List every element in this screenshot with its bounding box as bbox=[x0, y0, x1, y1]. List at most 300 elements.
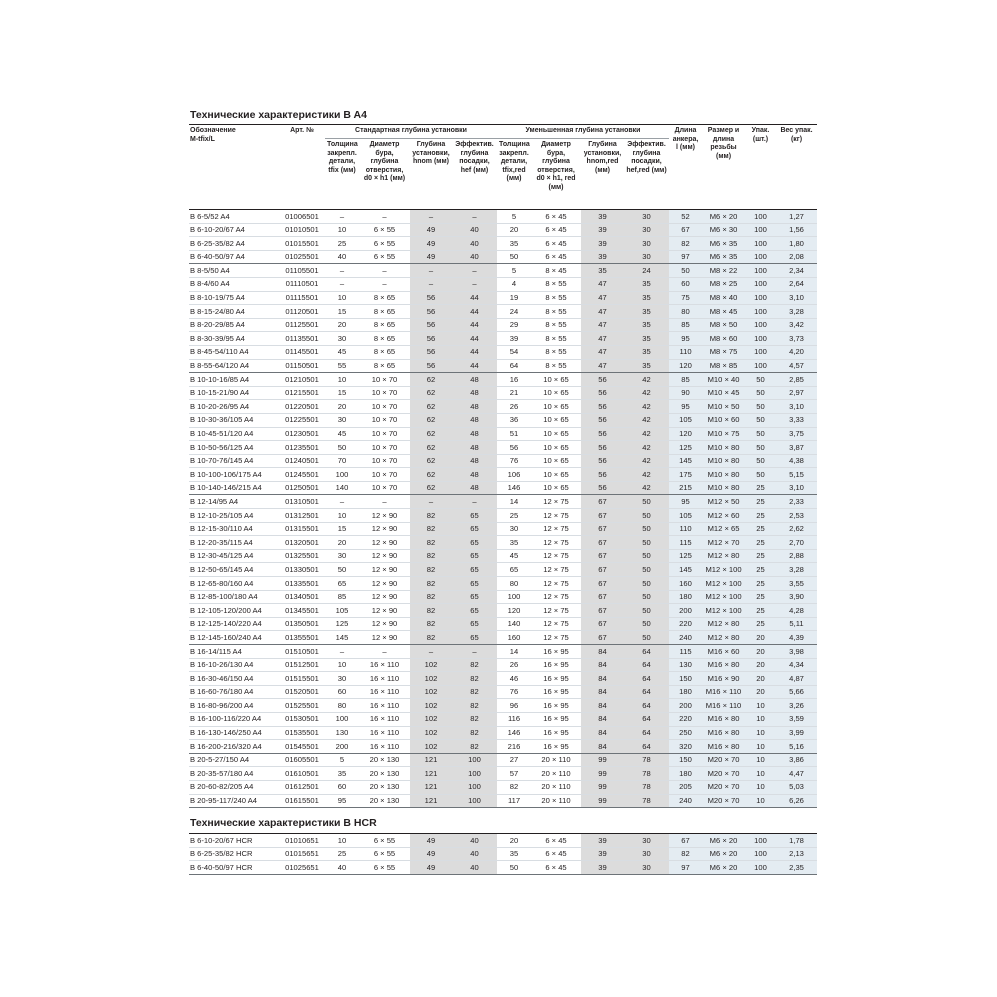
cell-designation: B 6-40-50/97 A4 bbox=[189, 250, 279, 264]
cell-anchor-length: 105 bbox=[669, 413, 702, 427]
cell-std-hnom: 49 bbox=[410, 223, 452, 237]
cell-std-hef: 65 bbox=[452, 604, 497, 618]
cell-anchor-length: 175 bbox=[669, 468, 702, 482]
cell-red-hef: 50 bbox=[624, 509, 669, 523]
cell-article: 01310501 bbox=[279, 495, 325, 509]
cell-red-hnom: 47 bbox=[581, 291, 624, 305]
cell-red-hef: 64 bbox=[624, 658, 669, 672]
table-row bbox=[189, 481, 817, 495]
cell-std-drill: 16 × 110 bbox=[359, 685, 410, 699]
cell-red-drill: 10 × 65 bbox=[531, 441, 581, 455]
cell-std-hnom: – bbox=[410, 210, 452, 224]
table-row bbox=[189, 237, 817, 251]
cell-std-hef: 44 bbox=[452, 345, 497, 359]
cell-red-hef: 78 bbox=[624, 753, 669, 767]
cell-std-hef: 48 bbox=[452, 413, 497, 427]
cell-anchor-length: 320 bbox=[669, 740, 702, 754]
cell-designation: B 10-100-106/175 A4 bbox=[189, 468, 279, 482]
cell-pack: 25 bbox=[745, 604, 776, 618]
cell-red-tfix: 30 bbox=[497, 522, 531, 536]
cell-std-tfix: 80 bbox=[325, 699, 359, 713]
cell-thread: M16 × 80 bbox=[702, 712, 745, 726]
cell-weight: 4,87 bbox=[776, 672, 817, 686]
cell-article: 01015501 bbox=[279, 237, 325, 251]
cell-red-drill: 6 × 45 bbox=[531, 834, 581, 848]
cell-red-hnom: 84 bbox=[581, 658, 624, 672]
cell-designation: B 12-15-30/110 A4 bbox=[189, 522, 279, 536]
cell-thread: M12 × 100 bbox=[702, 604, 745, 618]
cell-thread: M8 × 45 bbox=[702, 305, 745, 319]
cell-article: 01612501 bbox=[279, 780, 325, 794]
cell-std-tfix: 50 bbox=[325, 441, 359, 455]
cell-anchor-length: 115 bbox=[669, 536, 702, 550]
cell-red-hef: 42 bbox=[624, 427, 669, 441]
cell-anchor-length: 95 bbox=[669, 400, 702, 414]
cell-red-tfix: 140 bbox=[497, 617, 531, 631]
cell-red-drill: 6 × 45 bbox=[531, 210, 581, 224]
cell-red-hnom: 67 bbox=[581, 577, 624, 591]
cell-designation: B 12-65-80/160 A4 bbox=[189, 577, 279, 591]
cell-red-hef: 64 bbox=[624, 726, 669, 740]
cell-std-hnom: 49 bbox=[410, 250, 452, 264]
cell-std-hef: 48 bbox=[452, 441, 497, 455]
cell-std-hef: 48 bbox=[452, 454, 497, 468]
cell-std-drill: 12 × 90 bbox=[359, 509, 410, 523]
table-row bbox=[189, 658, 817, 672]
cell-pack: 50 bbox=[745, 386, 776, 400]
cell-red-hef: 35 bbox=[624, 291, 669, 305]
cell-red-tfix: 146 bbox=[497, 726, 531, 740]
cell-article: 01145501 bbox=[279, 345, 325, 359]
cell-designation: B 12-85-100/180 A4 bbox=[189, 590, 279, 604]
table-row bbox=[189, 780, 817, 794]
cell-thread: M10 × 50 bbox=[702, 400, 745, 414]
cell-pack: 25 bbox=[745, 563, 776, 577]
cell-thread: M16 × 110 bbox=[702, 685, 745, 699]
cell-thread: M6 × 20 bbox=[702, 861, 745, 875]
cell-red-hef: 64 bbox=[624, 712, 669, 726]
cell-pack: 100 bbox=[745, 237, 776, 251]
cell-red-hef: 35 bbox=[624, 277, 669, 291]
cell-pack: 20 bbox=[745, 645, 776, 659]
table2-title: Технические характеристики B HCR bbox=[190, 817, 377, 829]
cell-designation: B 20-60-82/205 A4 bbox=[189, 780, 279, 794]
cell-article: 01105501 bbox=[279, 264, 325, 278]
cell-red-drill: 10 × 65 bbox=[531, 373, 581, 387]
cell-red-hef: 50 bbox=[624, 617, 669, 631]
cell-thread: M10 × 80 bbox=[702, 454, 745, 468]
cell-std-hef: 100 bbox=[452, 753, 497, 767]
cell-designation: B 16-130-146/250 A4 bbox=[189, 726, 279, 740]
cell-red-drill: 10 × 65 bbox=[531, 427, 581, 441]
table-row bbox=[189, 522, 817, 536]
table-row bbox=[189, 345, 817, 359]
cell-std-hnom: – bbox=[410, 645, 452, 659]
cell-pack: 50 bbox=[745, 413, 776, 427]
cell-red-hnom: 39 bbox=[581, 847, 624, 861]
cell-std-hnom: 56 bbox=[410, 332, 452, 346]
cell-red-hnom: 56 bbox=[581, 427, 624, 441]
cell-std-hef: 100 bbox=[452, 767, 497, 781]
cell-std-drill: 10 × 70 bbox=[359, 468, 410, 482]
table-row bbox=[189, 413, 817, 427]
cell-std-hnom: 62 bbox=[410, 427, 452, 441]
cell-std-hef: 48 bbox=[452, 427, 497, 441]
cell-weight: 2,85 bbox=[776, 373, 817, 387]
cell-thread: M20 × 70 bbox=[702, 767, 745, 781]
header-red-drill: Диаметр бура, глубина отверстия, d0 × h1, red (мм) bbox=[536, 141, 576, 191]
cell-red-drill: 8 × 45 bbox=[531, 264, 581, 278]
cell-std-hef: 48 bbox=[452, 373, 497, 387]
cell-pack: 100 bbox=[745, 264, 776, 278]
cell-std-tfix: 145 bbox=[325, 631, 359, 645]
cell-weight: 1,27 bbox=[776, 210, 817, 224]
cell-std-hnom: 121 bbox=[410, 794, 452, 808]
cell-red-drill: 16 × 95 bbox=[531, 672, 581, 686]
cell-thread: M12 × 50 bbox=[702, 495, 745, 509]
cell-article: 01150501 bbox=[279, 359, 325, 373]
cell-red-hef: 42 bbox=[624, 481, 669, 495]
cell-red-tfix: 26 bbox=[497, 658, 531, 672]
cell-red-hnom: 56 bbox=[581, 413, 624, 427]
cell-red-drill: 8 × 55 bbox=[531, 277, 581, 291]
cell-article: 01120501 bbox=[279, 305, 325, 319]
cell-pack: 10 bbox=[745, 712, 776, 726]
header-std-tfix: Толщина закрепл. детали, tfix (мм) bbox=[327, 141, 358, 174]
cell-red-hnom: 84 bbox=[581, 712, 624, 726]
cell-red-hef: 42 bbox=[624, 413, 669, 427]
cell-thread: M12 × 80 bbox=[702, 631, 745, 645]
cell-thread: M16 × 80 bbox=[702, 740, 745, 754]
cell-weight: 4,39 bbox=[776, 631, 817, 645]
cell-weight: 2,62 bbox=[776, 522, 817, 536]
cell-thread: M16 × 60 bbox=[702, 645, 745, 659]
cell-red-tfix: 24 bbox=[497, 305, 531, 319]
cell-std-tfix: 30 bbox=[325, 332, 359, 346]
cell-red-hnom: 67 bbox=[581, 549, 624, 563]
cell-thread: M8 × 50 bbox=[702, 318, 745, 332]
header-weight: Вес упак. (кг) bbox=[776, 125, 817, 210]
cell-red-drill: 16 × 95 bbox=[531, 712, 581, 726]
cell-red-drill: 12 × 75 bbox=[531, 604, 581, 618]
cell-pack: 50 bbox=[745, 400, 776, 414]
cell-std-hnom: 62 bbox=[410, 386, 452, 400]
cell-red-tfix: 39 bbox=[497, 332, 531, 346]
cell-red-hnom: 84 bbox=[581, 699, 624, 713]
cell-red-hnom: 84 bbox=[581, 740, 624, 754]
cell-red-tfix: 116 bbox=[497, 712, 531, 726]
cell-pack: 25 bbox=[745, 522, 776, 536]
cell-article: 01355501 bbox=[279, 631, 325, 645]
cell-red-hnom: 56 bbox=[581, 400, 624, 414]
cell-red-hef: 30 bbox=[624, 210, 669, 224]
cell-std-hnom: 102 bbox=[410, 712, 452, 726]
cell-designation: B 6-5/52 A4 bbox=[189, 210, 279, 224]
cell-red-tfix: 100 bbox=[497, 590, 531, 604]
cell-anchor-length: 50 bbox=[669, 264, 702, 278]
cell-std-drill: 20 × 130 bbox=[359, 780, 410, 794]
cell-article: 01530501 bbox=[279, 712, 325, 726]
header-red-tfix: Толщина закрепл. детали, tfix,red (мм) bbox=[499, 141, 530, 183]
table-row bbox=[189, 753, 817, 767]
table-row bbox=[189, 699, 817, 713]
cell-std-drill: 8 × 65 bbox=[359, 345, 410, 359]
cell-article: 01315501 bbox=[279, 522, 325, 536]
cell-red-hnom: 39 bbox=[581, 210, 624, 224]
cell-red-hef: 35 bbox=[624, 345, 669, 359]
cell-std-tfix: 20 bbox=[325, 318, 359, 332]
cell-thread: M16 × 80 bbox=[702, 726, 745, 740]
table-row bbox=[189, 305, 817, 319]
cell-red-tfix: 14 bbox=[497, 645, 531, 659]
cell-std-hnom: 56 bbox=[410, 359, 452, 373]
table-row bbox=[189, 509, 817, 523]
cell-red-tfix: 106 bbox=[497, 468, 531, 482]
cell-anchor-length: 95 bbox=[669, 332, 702, 346]
header-row-1 bbox=[189, 125, 817, 139]
cell-designation: B 10-10-16/85 A4 bbox=[189, 373, 279, 387]
cell-red-drill: 10 × 65 bbox=[531, 400, 581, 414]
cell-red-hnom: 67 bbox=[581, 590, 624, 604]
cell-std-hef: 100 bbox=[452, 780, 497, 794]
cell-std-hef: 65 bbox=[452, 631, 497, 645]
cell-anchor-length: 130 bbox=[669, 658, 702, 672]
cell-std-hef: 44 bbox=[452, 332, 497, 346]
cell-article: 01615501 bbox=[279, 794, 325, 808]
cell-std-hef: 48 bbox=[452, 468, 497, 482]
cell-designation: B 8-10-19/75 A4 bbox=[189, 291, 279, 305]
cell-std-tfix: – bbox=[325, 264, 359, 278]
cell-red-tfix: 5 bbox=[497, 264, 531, 278]
cell-pack: 25 bbox=[745, 617, 776, 631]
cell-thread: M10 × 80 bbox=[702, 468, 745, 482]
cell-weight: 3,26 bbox=[776, 699, 817, 713]
cell-weight: 3,98 bbox=[776, 645, 817, 659]
cell-red-drill: 12 × 75 bbox=[531, 590, 581, 604]
cell-pack: 10 bbox=[745, 780, 776, 794]
cell-red-hnom: 67 bbox=[581, 509, 624, 523]
cell-thread: M8 × 25 bbox=[702, 277, 745, 291]
cell-anchor-length: 240 bbox=[669, 631, 702, 645]
table-row bbox=[189, 767, 817, 781]
cell-pack: 10 bbox=[745, 699, 776, 713]
cell-designation: B 12-105-120/200 A4 bbox=[189, 604, 279, 618]
cell-std-tfix: 50 bbox=[325, 563, 359, 577]
cell-red-hnom: 67 bbox=[581, 536, 624, 550]
cell-anchor-length: 110 bbox=[669, 522, 702, 536]
cell-pack: 10 bbox=[745, 740, 776, 754]
cell-weight: 2,13 bbox=[776, 847, 817, 861]
cell-designation: B 16-80-96/200 A4 bbox=[189, 699, 279, 713]
cell-std-hnom: – bbox=[410, 495, 452, 509]
cell-red-tfix: 14 bbox=[497, 495, 531, 509]
cell-pack: 100 bbox=[745, 359, 776, 373]
cell-red-hef: 42 bbox=[624, 441, 669, 455]
cell-std-hef: 40 bbox=[452, 847, 497, 861]
cell-red-hnom: 56 bbox=[581, 386, 624, 400]
cell-red-hnom: 67 bbox=[581, 495, 624, 509]
table-row bbox=[189, 427, 817, 441]
header-thread: Размер и длина резьбы (мм) bbox=[702, 125, 745, 210]
cell-red-hef: 50 bbox=[624, 563, 669, 577]
cell-pack: 20 bbox=[745, 631, 776, 645]
table-row bbox=[189, 685, 817, 699]
cell-red-drill: 6 × 45 bbox=[531, 861, 581, 875]
cell-article: 01512501 bbox=[279, 658, 325, 672]
cell-std-tfix: 30 bbox=[325, 549, 359, 563]
cell-thread: M8 × 22 bbox=[702, 264, 745, 278]
cell-red-drill: 16 × 95 bbox=[531, 740, 581, 754]
cell-red-drill: 12 × 75 bbox=[531, 631, 581, 645]
table-row bbox=[189, 563, 817, 577]
cell-pack: 25 bbox=[745, 509, 776, 523]
cell-thread: M6 × 30 bbox=[702, 223, 745, 237]
cell-red-drill: 12 × 75 bbox=[531, 577, 581, 591]
cell-std-hef: 65 bbox=[452, 549, 497, 563]
cell-article: 01245501 bbox=[279, 468, 325, 482]
table-row bbox=[189, 847, 817, 861]
cell-std-tfix: 15 bbox=[325, 305, 359, 319]
cell-std-hef: 82 bbox=[452, 658, 497, 672]
cell-red-hef: 50 bbox=[624, 604, 669, 618]
cell-std-drill: 12 × 90 bbox=[359, 522, 410, 536]
cell-weight: 4,28 bbox=[776, 604, 817, 618]
cell-std-hnom: 102 bbox=[410, 726, 452, 740]
cell-red-hef: 64 bbox=[624, 672, 669, 686]
cell-std-drill: 12 × 90 bbox=[359, 604, 410, 618]
cell-red-tfix: 160 bbox=[497, 631, 531, 645]
cell-article: 01215501 bbox=[279, 386, 325, 400]
cell-std-hnom: 62 bbox=[410, 373, 452, 387]
table-row bbox=[189, 834, 817, 848]
cell-red-hef: 30 bbox=[624, 237, 669, 251]
cell-std-tfix: 40 bbox=[325, 250, 359, 264]
cell-anchor-length: 97 bbox=[669, 861, 702, 875]
cell-red-tfix: 20 bbox=[497, 834, 531, 848]
cell-thread: M6 × 20 bbox=[702, 210, 745, 224]
cell-std-hef: – bbox=[452, 645, 497, 659]
cell-red-hef: 30 bbox=[624, 223, 669, 237]
table-row bbox=[189, 549, 817, 563]
header-red-hef: Эффектив. глубина посадки, hef,red (мм) bbox=[626, 141, 667, 174]
cell-std-drill: 10 × 70 bbox=[359, 386, 410, 400]
cell-std-tfix: 45 bbox=[325, 427, 359, 441]
cell-std-drill: 16 × 110 bbox=[359, 672, 410, 686]
cell-std-hnom: 82 bbox=[410, 563, 452, 577]
cell-std-hef: 65 bbox=[452, 536, 497, 550]
header-pack: Упак. (шт.) bbox=[745, 125, 776, 210]
cell-weight: 5,66 bbox=[776, 685, 817, 699]
cell-red-hef: 78 bbox=[624, 780, 669, 794]
cell-designation: B 10-30-36/105 A4 bbox=[189, 413, 279, 427]
cell-pack: 100 bbox=[745, 223, 776, 237]
cell-red-hef: 64 bbox=[624, 740, 669, 754]
table-row bbox=[189, 861, 817, 875]
cell-red-hef: 64 bbox=[624, 699, 669, 713]
cell-designation: B 12-10-25/105 A4 bbox=[189, 509, 279, 523]
cell-red-drill: 12 × 75 bbox=[531, 563, 581, 577]
cell-pack: 100 bbox=[745, 834, 776, 848]
cell-red-tfix: 29 bbox=[497, 318, 531, 332]
cell-std-tfix: 200 bbox=[325, 740, 359, 754]
cell-article: 01520501 bbox=[279, 685, 325, 699]
cell-std-hnom: – bbox=[410, 277, 452, 291]
cell-red-tfix: 96 bbox=[497, 699, 531, 713]
cell-std-drill: 16 × 110 bbox=[359, 658, 410, 672]
table-row bbox=[189, 332, 817, 346]
cell-std-drill: 6 × 55 bbox=[359, 223, 410, 237]
cell-weight: 4,38 bbox=[776, 454, 817, 468]
cell-std-hef: 65 bbox=[452, 577, 497, 591]
cell-designation: B 6-40-50/97 HCR bbox=[189, 861, 279, 875]
cell-red-hef: 50 bbox=[624, 549, 669, 563]
cell-std-hnom: 121 bbox=[410, 753, 452, 767]
cell-std-tfix: 25 bbox=[325, 237, 359, 251]
cell-red-hnom: 67 bbox=[581, 604, 624, 618]
cell-red-tfix: 216 bbox=[497, 740, 531, 754]
cell-article: 01535501 bbox=[279, 726, 325, 740]
cell-weight: 4,57 bbox=[776, 359, 817, 373]
cell-red-tfix: 51 bbox=[497, 427, 531, 441]
cell-weight: 3,42 bbox=[776, 318, 817, 332]
cell-std-hef: – bbox=[452, 210, 497, 224]
cell-std-hef: 82 bbox=[452, 685, 497, 699]
cell-std-hef: – bbox=[452, 495, 497, 509]
cell-std-tfix: 30 bbox=[325, 672, 359, 686]
cell-std-drill: – bbox=[359, 210, 410, 224]
cell-std-tfix: 20 bbox=[325, 536, 359, 550]
cell-std-hef: 48 bbox=[452, 481, 497, 495]
cell-article: 01345501 bbox=[279, 604, 325, 618]
cell-red-hef: 78 bbox=[624, 794, 669, 808]
cell-std-drill: 10 × 70 bbox=[359, 413, 410, 427]
cell-article: 01235501 bbox=[279, 441, 325, 455]
cell-red-drill: 20 × 110 bbox=[531, 767, 581, 781]
cell-std-hef: – bbox=[452, 277, 497, 291]
cell-pack: 50 bbox=[745, 441, 776, 455]
cell-pack: 25 bbox=[745, 495, 776, 509]
cell-red-hnom: 47 bbox=[581, 345, 624, 359]
cell-thread: M8 × 85 bbox=[702, 359, 745, 373]
cell-std-drill: 20 × 130 bbox=[359, 767, 410, 781]
cell-red-hnom: 56 bbox=[581, 441, 624, 455]
cell-std-drill: 10 × 70 bbox=[359, 481, 410, 495]
cell-std-drill: 6 × 55 bbox=[359, 847, 410, 861]
table-row bbox=[189, 250, 817, 264]
cell-red-hnom: 99 bbox=[581, 780, 624, 794]
cell-article: 01010501 bbox=[279, 223, 325, 237]
cell-std-hnom: 49 bbox=[410, 861, 452, 875]
cell-std-tfix: 70 bbox=[325, 454, 359, 468]
table-row bbox=[189, 726, 817, 740]
cell-pack: 25 bbox=[745, 481, 776, 495]
table-row bbox=[189, 577, 817, 591]
table-row bbox=[189, 740, 817, 754]
cell-anchor-length: 90 bbox=[669, 386, 702, 400]
cell-pack: 50 bbox=[745, 468, 776, 482]
cell-red-hef: 30 bbox=[624, 834, 669, 848]
cell-red-hef: 30 bbox=[624, 847, 669, 861]
cell-red-tfix: 65 bbox=[497, 563, 531, 577]
cell-designation: B 12-14/95 A4 bbox=[189, 495, 279, 509]
cell-thread: M16 × 110 bbox=[702, 699, 745, 713]
cell-std-drill: 12 × 90 bbox=[359, 590, 410, 604]
cell-std-drill: 8 × 65 bbox=[359, 291, 410, 305]
cell-article: 01510501 bbox=[279, 645, 325, 659]
cell-red-hef: 35 bbox=[624, 318, 669, 332]
cell-thread: M6 × 35 bbox=[702, 237, 745, 251]
cell-weight: 4,34 bbox=[776, 658, 817, 672]
